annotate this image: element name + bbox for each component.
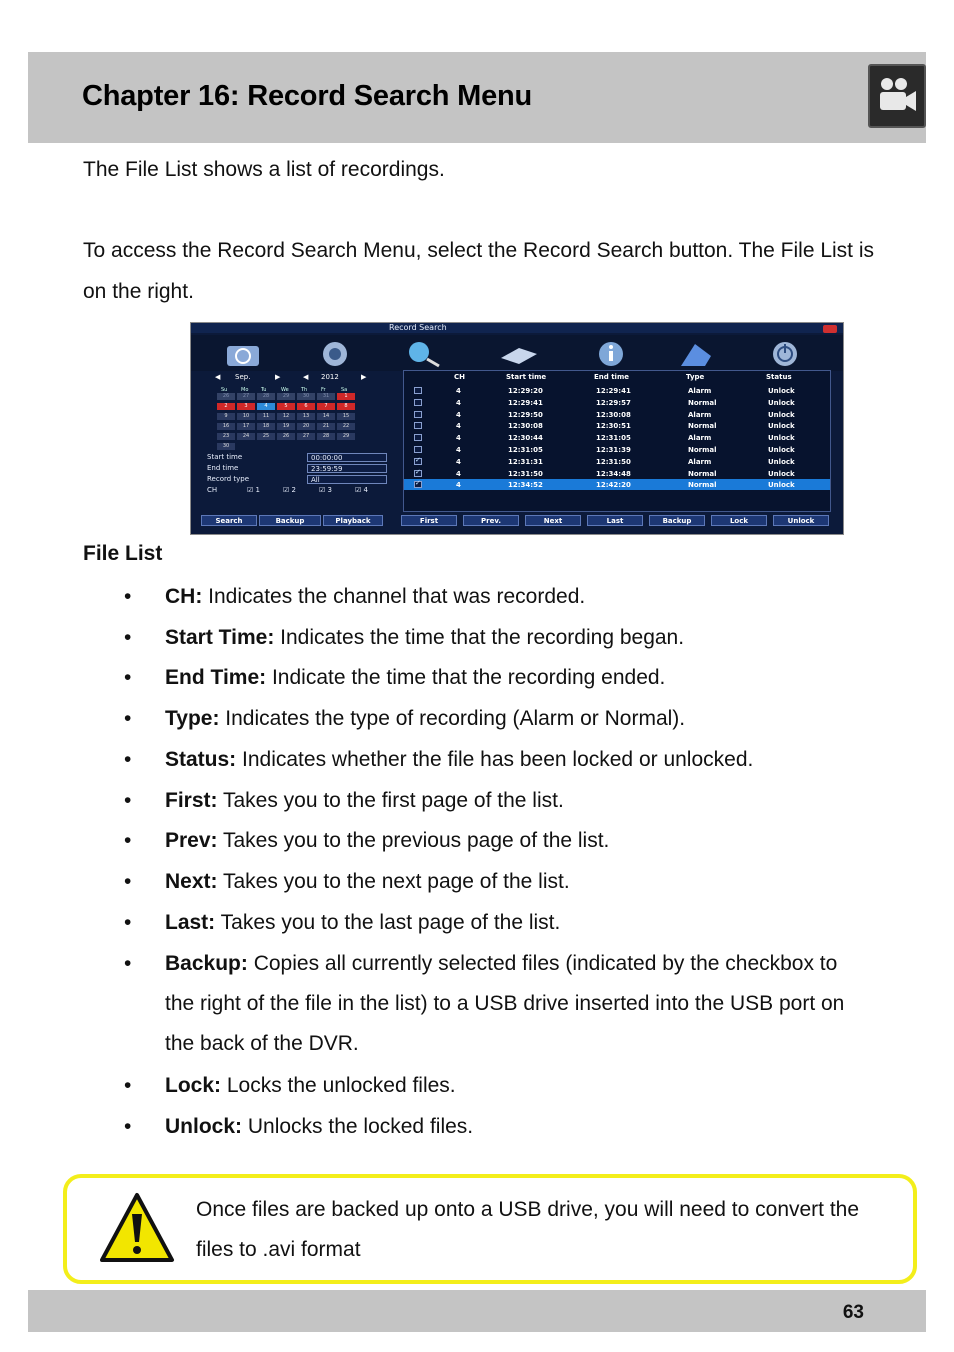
calendar-day[interactable]: 21	[317, 423, 335, 430]
table-cell: 4	[456, 469, 461, 478]
list-item-text	[165, 944, 865, 1064]
list-item-text	[165, 781, 865, 821]
weekday-label: Mo	[241, 387, 249, 393]
list-item-desc: Locks the unlocked files.	[221, 1074, 456, 1097]
record-search-screenshot	[190, 322, 844, 535]
ch-checkbox[interactable]: ☑ 3	[319, 486, 332, 494]
table-cell: Unlock	[768, 410, 795, 419]
table-cell: 12:31:05	[596, 434, 631, 443]
file-list-table	[403, 370, 831, 512]
last-button[interactable]: Last	[587, 515, 643, 526]
bullet-icon: •	[124, 1115, 132, 1138]
list-item-text	[165, 821, 865, 861]
calendar-day[interactable]: 23	[217, 433, 235, 440]
list-item-text	[165, 577, 865, 617]
next-year-icon[interactable]: ▶	[361, 373, 367, 381]
end-time-label: End time	[207, 464, 239, 472]
list-item-desc: Takes you to the previous page of the list.	[217, 829, 610, 852]
close-icon	[823, 325, 837, 333]
table-cell: Unlock	[768, 457, 795, 466]
hdd-icon	[497, 338, 541, 370]
backup-button[interactable]: Backup	[649, 515, 705, 526]
table-cell: Unlock	[768, 434, 795, 443]
table-cell: Alarm	[688, 434, 712, 443]
calendar-day[interactable]: 25	[257, 433, 275, 440]
table-cell: 4	[456, 398, 461, 407]
weekday-label: Sa	[341, 387, 348, 393]
calendar	[213, 373, 389, 457]
list-item-text	[165, 618, 865, 658]
row-checkbox[interactable]	[414, 411, 422, 418]
intro-paragraph-2: To access the Record Search Menu, select the Record Search button. The File List is on the right.	[83, 239, 875, 303]
calendar-day[interactable]: 18	[257, 423, 275, 430]
weekday-label: Su	[221, 387, 228, 393]
table-row[interactable]	[404, 479, 830, 490]
table-row[interactable]	[404, 456, 830, 467]
column-header: CH	[454, 373, 465, 381]
lock-button[interactable]: Lock	[711, 515, 767, 526]
playback-button[interactable]: Playback	[323, 515, 383, 526]
table-row[interactable]	[404, 444, 830, 455]
start-time-label: Start time	[207, 453, 243, 461]
bullet-icon: •	[124, 707, 132, 730]
unlock-button[interactable]: Unlock	[773, 515, 829, 526]
list-item-desc: Takes you to the last page of the list.	[215, 911, 561, 934]
list-item-desc: Takes you to the next page of the list.	[217, 870, 570, 893]
table-cell: 12:42:20	[596, 481, 631, 490]
screenshot-icon-row	[191, 335, 844, 371]
table-cell: Alarm	[688, 387, 712, 395]
table-cell: 12:30:08	[596, 410, 631, 419]
calendar-day[interactable]: 26	[277, 433, 295, 440]
table-cell: 12:31:50	[508, 469, 543, 478]
bullet-icon: •	[124, 666, 132, 689]
calendar-day[interactable]: 11	[257, 413, 275, 420]
table-cell: Unlock	[768, 481, 795, 490]
table-cell: Unlock	[768, 469, 795, 478]
list-item-desc: Takes you to the first page of the list.	[217, 789, 564, 812]
table-cell: Unlock	[768, 422, 795, 431]
list-item-desc: Indicates the type of recording (Alarm or Normal).	[219, 707, 686, 730]
calendar-day[interactable]: 1	[337, 393, 355, 400]
prev-year-icon[interactable]: ◀	[303, 373, 309, 381]
calendar-day[interactable]: 10	[237, 413, 255, 420]
list-item-desc: Indicates the channel that was recorded.	[202, 585, 586, 608]
calendar-day[interactable]: 29	[337, 433, 355, 440]
table-cell: 12:30:51	[596, 422, 631, 431]
page-footer	[28, 1290, 926, 1332]
calendar-day[interactable]: 27	[237, 393, 255, 400]
camera-icon	[868, 64, 926, 128]
prev-month-icon[interactable]: ◀	[215, 373, 221, 381]
list-item-term: First:	[165, 789, 218, 812]
calendar-day[interactable]: 8	[337, 403, 355, 410]
column-header: Status	[766, 373, 792, 381]
page-number: 63	[842, 1302, 864, 1323]
calendar-day[interactable]: 13	[297, 413, 315, 420]
file-list-heading: File List	[83, 542, 163, 565]
column-header: Start time	[506, 373, 547, 381]
bullet-icon: •	[124, 829, 132, 852]
list-item-term: End Time:	[165, 666, 267, 689]
calendar-day[interactable]: 29	[277, 393, 295, 400]
table-cell: 12:34:48	[596, 469, 631, 478]
record-type-select[interactable]: All	[307, 475, 387, 484]
list-item-term: Start Time:	[165, 626, 275, 649]
table-cell: 12:31:50	[596, 457, 631, 466]
info-icon	[589, 338, 633, 370]
calendar-day[interactable]: 3	[237, 403, 255, 410]
list-item-desc: Unlocks the locked files.	[242, 1115, 474, 1138]
list-item-term: Unlock:	[165, 1115, 243, 1138]
table-cell: 4	[456, 410, 461, 419]
calendar-day[interactable]: 24	[237, 433, 255, 440]
list-item-desc: Copies all currently selected files (indicated by the checkbox to the right of the file in the list) to a USB drive inserted into the USB port on the back of the DVR.	[165, 952, 845, 1055]
calendar-day[interactable]: 31	[317, 393, 335, 400]
calendar-day[interactable]: 14	[317, 413, 335, 420]
table-row[interactable]	[404, 409, 830, 420]
list-item-text	[165, 1066, 865, 1106]
table-cell: 4	[456, 481, 461, 490]
table-cell: Normal	[688, 446, 717, 454]
table-cell: 12:29:57	[596, 398, 631, 407]
list-item-desc: Indicates the time that the recording began.	[274, 626, 685, 649]
list-item-text	[165, 1107, 865, 1147]
search-button[interactable]: Search	[201, 515, 257, 526]
table-cell: 12:29:20	[508, 387, 543, 395]
column-header: End time	[594, 373, 629, 381]
bullet-icon: •	[124, 870, 132, 893]
settings-icon	[313, 338, 357, 370]
row-checkbox[interactable]	[414, 470, 422, 477]
row-checkbox[interactable]	[414, 481, 422, 488]
screenshot-title: Record Search	[389, 323, 447, 332]
table-cell: 12:34:52	[508, 481, 543, 490]
list-item-term: Next:	[165, 870, 218, 893]
table-cell: Unlock	[768, 398, 795, 407]
ch-checkbox[interactable]: ☑ 2	[283, 486, 296, 494]
table-cell: Normal	[688, 398, 717, 407]
backup-button[interactable]: Backup	[259, 515, 321, 526]
table-cell: Unlock	[768, 446, 795, 454]
list-item-term: Status:	[165, 748, 237, 771]
ch-label: CH	[207, 486, 218, 494]
bullet-icon: •	[124, 952, 132, 975]
end-time-input[interactable]: 23:59:59	[307, 464, 387, 473]
bullet-icon: •	[124, 789, 132, 812]
row-checkbox[interactable]	[414, 387, 422, 394]
calendar-day[interactable]: 12	[277, 413, 295, 420]
tools-icon	[675, 338, 719, 370]
prev-button[interactable]: Prev.	[463, 515, 519, 526]
calendar-day[interactable]: 27	[297, 433, 315, 440]
weekday-label: Fr	[321, 387, 326, 393]
table-cell: 12:29:50	[508, 410, 543, 419]
table-cell: Alarm	[688, 457, 712, 466]
search-fields	[207, 453, 391, 497]
table-row[interactable]	[404, 420, 830, 431]
calendar-day[interactable]: 17	[237, 423, 255, 430]
list-item-term: Lock:	[165, 1074, 222, 1097]
list-item-text	[165, 903, 865, 943]
table-cell: 12:29:41	[596, 387, 631, 395]
calendar-day[interactable]: 19	[277, 423, 295, 430]
table-cell: 4	[456, 387, 461, 395]
table-cell: Alarm	[688, 410, 712, 419]
bullet-icon: •	[124, 911, 132, 934]
calendar-day[interactable]: 26	[217, 393, 235, 400]
warning-icon	[99, 1192, 175, 1264]
calendar-day[interactable]: 9	[217, 413, 235, 420]
network-icon	[221, 338, 265, 370]
bullet-icon: •	[124, 585, 132, 608]
note-box	[63, 1174, 917, 1284]
calendar-day[interactable]: 30	[297, 393, 315, 400]
table-cell: 4	[456, 422, 461, 431]
table-row[interactable]	[404, 397, 830, 408]
table-cell: 4	[456, 446, 461, 454]
screenshot-titlebar	[191, 323, 844, 333]
row-checkbox[interactable]	[414, 458, 422, 465]
table-cell: 12:31:31	[508, 457, 543, 466]
list-item-term: Prev:	[165, 829, 218, 852]
calendar-month: Sep.	[235, 373, 251, 381]
chapter-header	[28, 52, 926, 143]
calendar-day[interactable]: 20	[297, 423, 315, 430]
table-cell: 12:30:08	[508, 422, 543, 431]
calendar-day[interactable]: 30	[217, 443, 235, 450]
first-button[interactable]: First	[401, 515, 457, 526]
table-row[interactable]	[404, 432, 830, 443]
list-item-term: CH:	[165, 585, 203, 608]
row-checkbox[interactable]	[414, 434, 422, 441]
calendar-day[interactable]: 4	[257, 403, 275, 410]
table-cell: 12:29:41	[508, 398, 543, 407]
search-icon	[401, 338, 445, 370]
row-checkbox[interactable]	[414, 399, 422, 406]
weekday-label: We	[281, 387, 289, 393]
table-cell: Normal	[688, 422, 717, 431]
column-header: Type	[686, 373, 705, 381]
list-item-term: Backup:	[165, 952, 248, 975]
intro-paragraph-1: The File List shows a list of recordings.	[83, 158, 445, 181]
list-item-text	[165, 658, 865, 698]
bullet-icon: •	[124, 1074, 132, 1097]
next-month-icon[interactable]: ▶	[275, 373, 281, 381]
bullet-icon: •	[124, 748, 132, 771]
note-text: Once files are backed up onto a USB drive, you will need to convert the files to .avi format	[196, 1198, 860, 1261]
calendar-day[interactable]: 16	[217, 423, 235, 430]
calendar-day[interactable]: 28	[257, 393, 275, 400]
chapter-title: Chapter 16: Record Search Menu	[82, 80, 533, 112]
row-checkbox[interactable]	[414, 446, 422, 453]
power-icon	[763, 338, 807, 370]
calendar-day[interactable]: 5	[277, 403, 295, 410]
list-item-text	[165, 740, 865, 780]
table-cell: 12:31:39	[596, 446, 631, 454]
table-row[interactable]	[404, 468, 830, 479]
table-row[interactable]	[404, 385, 830, 396]
table-cell: Normal	[688, 481, 717, 490]
calendar-day[interactable]: 22	[337, 423, 355, 430]
table-cell: 4	[456, 434, 461, 443]
list-item-term: Type:	[165, 707, 220, 730]
table-cell: 12:31:05	[508, 446, 543, 454]
calendar-day[interactable]: 6	[297, 403, 315, 410]
file-list-header	[404, 371, 830, 385]
bullet-icon: •	[124, 626, 132, 649]
calendar-day[interactable]: 2	[217, 403, 235, 410]
start-time-input[interactable]: 00:00:00	[307, 453, 387, 462]
list-item-term: Last:	[165, 911, 216, 934]
list-item-text	[165, 862, 865, 902]
calendar-year: 2012	[321, 373, 339, 381]
ch-checkbox[interactable]: ☑ 1	[247, 486, 260, 494]
table-cell: 12:30:44	[508, 434, 543, 443]
table-cell: Unlock	[768, 387, 795, 395]
next-button[interactable]: Next	[525, 515, 581, 526]
list-item-desc: Indicate the time that the recording ended.	[266, 666, 666, 689]
table-cell: Normal	[688, 469, 717, 478]
ch-checkbox[interactable]: ☑ 4	[355, 486, 368, 494]
list-item-text	[165, 699, 865, 739]
weekday-label: Th	[301, 387, 308, 393]
table-cell: 4	[456, 457, 461, 466]
record-type-label: Record type	[207, 475, 250, 483]
calendar-day[interactable]: 28	[317, 433, 335, 440]
calendar-day[interactable]: 7	[317, 403, 335, 410]
weekday-label: Tu	[261, 387, 267, 393]
calendar-day[interactable]: 15	[337, 413, 355, 420]
list-item-desc: Indicates whether the file has been locked or unlocked.	[236, 748, 754, 771]
row-checkbox[interactable]	[414, 422, 422, 429]
